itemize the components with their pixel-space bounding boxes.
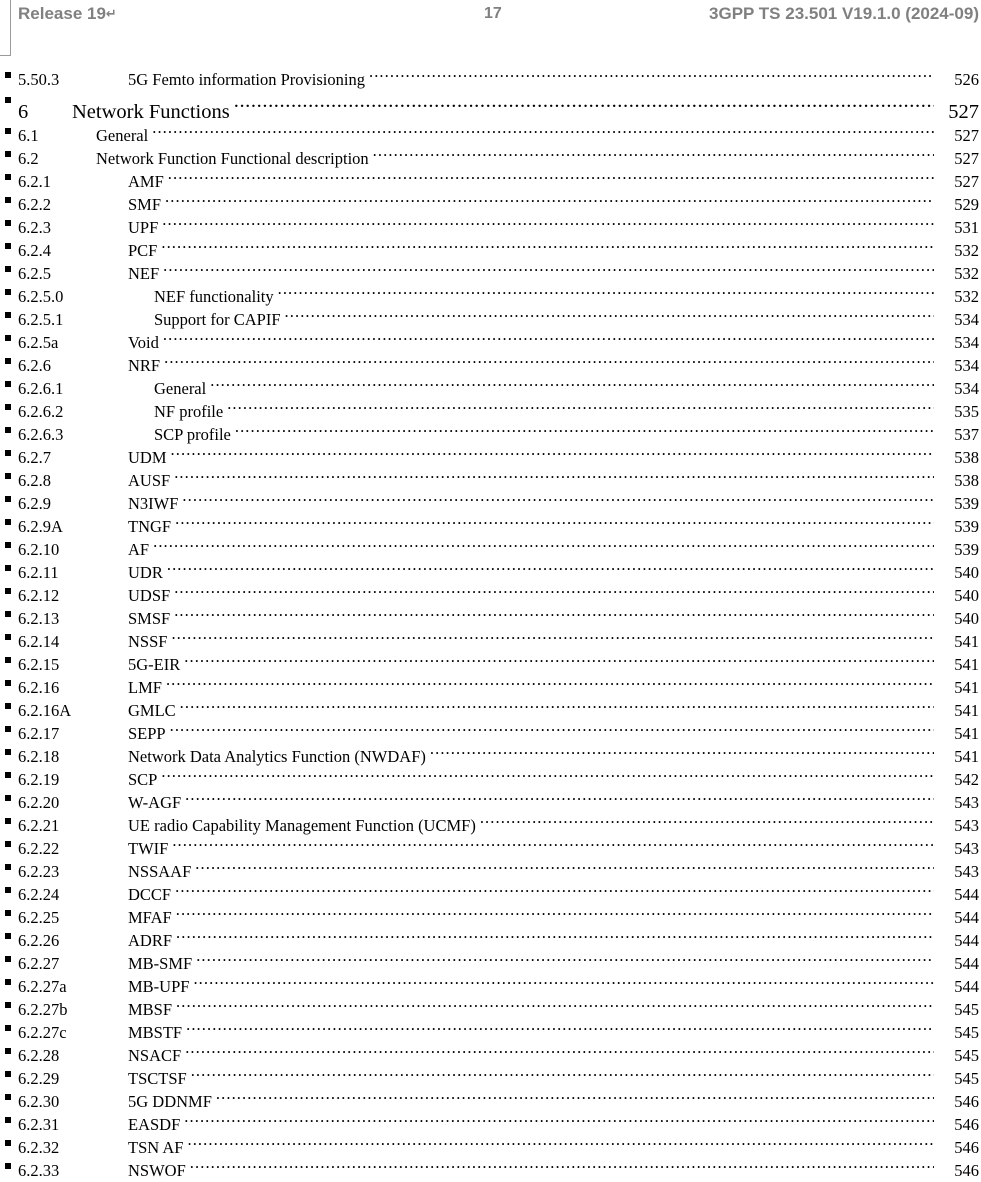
toc-entry[interactable]: [0, 923, 981, 950]
square-bullet-icon: [5, 726, 11, 732]
square-bullet-icon: [5, 588, 11, 594]
toc-entry[interactable]: [0, 302, 981, 329]
toc-entry[interactable]: [0, 1153, 981, 1180]
toc-entry-page[interactable]: 544: [954, 885, 979, 904]
toc-entry-page[interactable]: 541: [954, 747, 979, 766]
toc-entry-page[interactable]: 540: [954, 586, 979, 605]
toc-entry-number: 6.2.26: [18, 931, 60, 950]
toc-dot-leader: [278, 279, 934, 302]
toc-dot-leader: [176, 900, 934, 923]
toc-entry-page[interactable]: 545: [954, 1069, 979, 1088]
toc-entry-page[interactable]: 543: [954, 839, 979, 858]
square-bullet-icon: [5, 910, 11, 916]
square-bullet-icon: [5, 634, 11, 640]
toc-entry[interactable]: [0, 946, 981, 973]
toc-dot-leader: [164, 348, 934, 371]
toc-entry-page[interactable]: 541: [954, 632, 979, 651]
toc-entry-page[interactable]: 543: [954, 793, 979, 812]
toc-entry[interactable]: [0, 693, 981, 720]
toc-dot-leader: [175, 509, 934, 532]
toc-entry-title[interactable]: MBSF: [128, 1000, 173, 1019]
toc-dot-leader: [176, 992, 934, 1015]
toc-dot-leader: [161, 762, 934, 785]
toc-entry[interactable]: [0, 808, 981, 835]
toc-entry[interactable]: [0, 716, 981, 743]
toc-entry-title[interactable]: NSSAAF: [128, 862, 192, 881]
toc-entry-title[interactable]: Network Function Functional description: [96, 149, 369, 168]
toc-entry-page[interactable]: 545: [954, 1046, 979, 1065]
header-release-label: [18, 4, 117, 24]
toc-entry-title[interactable]: UDSF: [128, 586, 171, 605]
toc-dot-leader: [161, 233, 934, 256]
toc-dot-leader: [430, 739, 934, 762]
square-bullet-icon: [5, 933, 11, 939]
square-bullet-icon: [5, 818, 11, 824]
toc-entry-title[interactable]: UDR: [128, 563, 163, 582]
toc-entry-title[interactable]: N3IWF: [128, 494, 179, 513]
toc-entry-title[interactable]: UDM: [128, 448, 167, 467]
toc-entry-number: 6.2.14: [18, 632, 60, 651]
toc-entry-page[interactable]: 539: [954, 540, 979, 559]
square-bullet-icon: [5, 979, 11, 985]
toc-entry-number: 6.2.15: [18, 655, 60, 674]
square-bullet-icon: [5, 197, 11, 203]
toc-dot-leader: [165, 187, 934, 210]
toc-entry-number: 6.2.6.2: [18, 402, 64, 421]
square-bullet-icon: [5, 772, 11, 778]
toc-entry-number: 6.2.1: [18, 172, 51, 191]
toc-entry-number: 6.2.31: [18, 1115, 60, 1134]
toc-entry-number: 6.1: [18, 126, 39, 145]
toc-dot-leader: [170, 716, 934, 739]
square-bullet-icon: [5, 565, 11, 571]
square-bullet-icon: [5, 266, 11, 272]
toc-entry-number: 6.2.30: [18, 1092, 60, 1111]
square-bullet-icon: [5, 174, 11, 180]
square-bullet-icon: [5, 956, 11, 962]
toc-dot-leader: [175, 877, 934, 900]
toc-entry-page[interactable]: 527: [948, 101, 979, 123]
toc-dot-leader: [480, 808, 934, 831]
toc-dot-leader: [167, 555, 934, 578]
square-bullet-icon: [5, 1163, 11, 1169]
toc-entry-number: 6.2.3: [18, 218, 51, 237]
toc-entry[interactable]: [0, 371, 981, 398]
toc-dot-leader: [174, 578, 934, 601]
square-bullet-icon: [5, 864, 11, 870]
square-bullet-icon: [5, 358, 11, 364]
toc-entry-title[interactable]: SMF: [128, 195, 162, 214]
toc-dot-leader: [184, 647, 934, 670]
toc-entry[interactable]: [0, 647, 981, 674]
toc-entry-page[interactable]: 539: [954, 517, 979, 536]
square-bullet-icon: [5, 151, 11, 157]
square-bullet-icon: [5, 542, 11, 548]
toc-entry-page[interactable]: 527: [954, 149, 979, 168]
toc-entry-number: 5.50.3: [18, 70, 60, 89]
toc-dot-leader: [162, 210, 934, 233]
toc-entry-number: 6.2.24: [18, 885, 60, 904]
toc-entry-number: 6.2.13: [18, 609, 60, 628]
square-bullet-icon: [5, 1002, 11, 1008]
toc-entry-title[interactable]: Support for CAPIF: [154, 310, 281, 329]
toc-dot-leader: [195, 854, 934, 877]
header-release-text: Release 19: [18, 4, 106, 23]
toc-entry-title[interactable]: AMF: [128, 172, 164, 191]
toc-entry-title[interactable]: MB-UPF: [128, 977, 190, 996]
toc-entry[interactable]: [0, 854, 981, 881]
toc-dot-leader: [186, 1015, 934, 1038]
toc-entry-title[interactable]: 5G-EIR: [128, 655, 181, 674]
toc-entry-title[interactable]: MFAF: [128, 908, 172, 927]
toc-entry-title[interactable]: General: [96, 126, 149, 145]
toc-entry-title[interactable]: TSN AF: [128, 1138, 184, 1157]
toc-entry-number: 6.2.9: [18, 494, 51, 513]
toc-entry-number: 6.2.8: [18, 471, 51, 490]
square-bullet-icon: [5, 841, 11, 847]
toc-entry-title[interactable]: UPF: [128, 218, 159, 237]
toc-entry-title[interactable]: 5G DDNMF: [128, 1092, 212, 1111]
revision-change-bar: [10, 0, 11, 56]
toc-entry-number: 6.2.20: [18, 793, 60, 812]
toc-entry-page[interactable]: 545: [954, 1023, 979, 1042]
toc-entry-number: 6.2.9A: [18, 517, 63, 536]
square-bullet-icon: [5, 312, 11, 318]
toc-entry[interactable]: [0, 601, 981, 628]
toc-dot-leader: [235, 417, 934, 440]
toc-entry-page[interactable]: 541: [954, 655, 979, 674]
toc-entry-title[interactable]: DCCF: [128, 885, 172, 904]
toc-entry[interactable]: [0, 440, 981, 467]
square-bullet-icon: [5, 1071, 11, 1077]
toc-entry-title[interactable]: TSCTSF: [128, 1069, 187, 1088]
toc-entry[interactable]: [0, 509, 981, 536]
toc-dot-leader: [180, 693, 934, 716]
toc-entry[interactable]: [0, 279, 981, 306]
toc-entry-title[interactable]: NRF: [128, 356, 161, 375]
toc-entry[interactable]: [0, 785, 981, 812]
square-bullet-icon: [5, 1025, 11, 1031]
square-bullet-icon: [5, 749, 11, 755]
toc-entry[interactable]: [0, 555, 981, 582]
toc-dot-leader: [187, 1130, 934, 1153]
toc-entry-title[interactable]: NF profile: [154, 402, 224, 421]
toc-entry-title[interactable]: LMF: [128, 678, 162, 697]
toc-entry-title[interactable]: Network Functions: [72, 101, 230, 123]
toc-entry-number: 6.2.4: [18, 241, 51, 260]
square-bullet-icon: [5, 519, 11, 525]
toc-entry-number: 6.2.22: [18, 839, 60, 858]
toc-dot-leader: [163, 325, 934, 348]
toc-entry-page[interactable]: 543: [954, 862, 979, 881]
toc-entry-number: 6.2.18: [18, 747, 60, 766]
toc-entry-page[interactable]: 534: [954, 310, 979, 329]
toc-entry-page[interactable]: 546: [954, 1115, 979, 1134]
toc-entry[interactable]: [0, 831, 981, 858]
toc-dot-leader: [184, 1107, 934, 1130]
toc-entry-number: 6.2.10: [18, 540, 60, 559]
toc-entry-page[interactable]: 541: [954, 701, 979, 720]
square-bullet-icon: [5, 1117, 11, 1123]
toc-entry-number: 6.2.11: [18, 563, 59, 582]
toc-entry[interactable]: [0, 164, 981, 191]
toc-dot-leader: [210, 371, 934, 394]
square-bullet-icon: [5, 97, 11, 103]
toc-entry[interactable]: [0, 62, 981, 89]
square-bullet-icon: [5, 680, 11, 686]
toc-entry-number: 6.2.2: [18, 195, 51, 214]
toc-dot-leader: [373, 141, 934, 164]
toc-entry[interactable]: [0, 1084, 981, 1111]
toc-entry-number: 6.2.25: [18, 908, 60, 927]
toc-entry-title[interactable]: W-AGF: [128, 793, 182, 812]
toc-entry-page[interactable]: 540: [954, 609, 979, 628]
toc-dot-leader: [193, 969, 934, 992]
toc-entry-number: 6: [18, 101, 29, 123]
toc-entry-page[interactable]: 535: [954, 402, 979, 421]
toc-entry[interactable]: [0, 578, 981, 605]
toc-entry-title[interactable]: MB-SMF: [128, 954, 193, 973]
toc-entry[interactable]: [0, 210, 981, 237]
square-bullet-icon: [5, 404, 11, 410]
toc-dot-leader: [185, 1038, 934, 1061]
toc-entry-page[interactable]: 534: [954, 333, 979, 352]
toc-entry-page[interactable]: 538: [954, 471, 979, 490]
toc-entry-title[interactable]: General: [154, 379, 207, 398]
toc-entry-title[interactable]: GMLC: [128, 701, 176, 720]
toc-dot-leader: [369, 62, 934, 85]
toc-entry[interactable]: [0, 256, 981, 283]
toc-entry-page[interactable]: 527: [954, 172, 979, 191]
toc-entry[interactable]: [0, 969, 981, 996]
toc-entry-page[interactable]: 537: [954, 425, 979, 444]
toc-entry-page[interactable]: 531: [954, 218, 979, 237]
toc-dot-leader: [153, 532, 934, 555]
square-bullet-icon: [5, 220, 11, 226]
toc-entry[interactable]: [0, 141, 981, 168]
toc-entry-title[interactable]: AUSF: [128, 471, 171, 490]
toc-entry-page[interactable]: 544: [954, 954, 979, 973]
toc-entry-title[interactable]: PCF: [128, 241, 158, 260]
square-bullet-icon: [5, 450, 11, 456]
paragraph-mark-icon: ↵: [105, 6, 117, 21]
square-bullet-icon: [5, 473, 11, 479]
toc-entry-title[interactable]: SCP profile: [154, 425, 231, 444]
toc-entry-number: 6.2.6.3: [18, 425, 64, 444]
toc-entry[interactable]: [0, 877, 981, 904]
table-of-contents: [0, 62, 981, 1180]
square-bullet-icon: [5, 887, 11, 893]
toc-entry-title[interactable]: Void: [128, 333, 159, 352]
toc-entry-number: 6.2.16A: [18, 701, 72, 720]
toc-dot-leader: [190, 1153, 934, 1176]
toc-entry-number: 6.2.27a: [18, 977, 67, 996]
toc-dot-leader: [216, 1084, 934, 1107]
toc-dot-leader: [182, 486, 934, 509]
toc-dot-leader: [174, 463, 934, 486]
toc-entry[interactable]: [0, 463, 981, 490]
toc-entry-page[interactable]: 544: [954, 977, 979, 996]
toc-dot-leader: [191, 1061, 934, 1084]
header-spec-reference: 3GPP TS 23.501 V19.1.0 (2024-09): [709, 4, 979, 23]
toc-entry-page[interactable]: 546: [954, 1092, 979, 1111]
toc-entry-page[interactable]: 546: [954, 1138, 979, 1157]
toc-entry-number: 6.2.28: [18, 1046, 60, 1065]
square-bullet-icon: [5, 381, 11, 387]
toc-entry[interactable]: [0, 325, 981, 352]
toc-entry-title[interactable]: TNGF: [128, 517, 172, 536]
toc-entry[interactable]: [0, 118, 981, 145]
toc-entry-number: 6.2.27b: [18, 1000, 68, 1019]
toc-entry-title[interactable]: 5G Femto information Provisioning: [128, 70, 365, 89]
toc-entry-number: 6.2.27: [18, 954, 60, 973]
toc-entry-number: 6.2.33: [18, 1161, 60, 1180]
toc-entry-title[interactable]: NSSF: [128, 632, 168, 651]
toc-entry[interactable]: [0, 486, 981, 513]
toc-entry-number: 6.2.5: [18, 264, 51, 283]
toc-entry-page[interactable]: 546: [954, 1161, 979, 1180]
toc-entry-title[interactable]: SMSF: [128, 609, 171, 628]
toc-entry-page[interactable]: 534: [954, 356, 979, 375]
toc-entry-page[interactable]: 529: [954, 195, 979, 214]
square-bullet-icon: [5, 335, 11, 341]
toc-entry[interactable]: [0, 992, 981, 1019]
toc-entry-number: 6.2.16: [18, 678, 60, 697]
toc-entry[interactable]: [0, 233, 981, 260]
toc-dot-leader: [171, 624, 934, 647]
toc-entry[interactable]: [0, 394, 981, 421]
toc-entry-page[interactable]: 545: [954, 1000, 979, 1019]
toc-entry[interactable]: [0, 532, 981, 559]
toc-entry-number: 6.2.21: [18, 816, 60, 835]
toc-entry-page[interactable]: 538: [954, 448, 979, 467]
toc-entry[interactable]: [0, 417, 981, 444]
toc-entry[interactable]: [0, 1107, 981, 1134]
square-bullet-icon: [5, 795, 11, 801]
square-bullet-icon: [5, 1140, 11, 1146]
toc-dot-leader: [185, 785, 934, 808]
toc-entry-page[interactable]: 542: [954, 770, 979, 789]
toc-dot-leader: [176, 923, 934, 946]
toc-entry-page[interactable]: 534: [954, 379, 979, 398]
toc-entry-title[interactable]: Network Data Analytics Function (NWDAF): [128, 747, 426, 766]
toc-dot-leader: [163, 256, 934, 279]
toc-dot-leader: [171, 440, 934, 463]
toc-entry-title[interactable]: NSACF: [128, 1046, 182, 1065]
square-bullet-icon: [5, 611, 11, 617]
toc-entry-number: 6.2.5a: [18, 333, 59, 352]
toc-entry-number: 6.2.6.1: [18, 379, 64, 398]
toc-entry[interactable]: [0, 88, 981, 123]
toc-entry-title[interactable]: ADRF: [128, 931, 173, 950]
toc-entry-title[interactable]: SCP: [128, 770, 158, 789]
toc-entry[interactable]: [0, 187, 981, 214]
toc-dot-leader: [168, 164, 934, 187]
toc-dot-leader: [152, 118, 934, 141]
toc-entry-page[interactable]: 526: [954, 70, 979, 89]
toc-entry-number: 6.2.27c: [18, 1023, 67, 1042]
square-bullet-icon: [5, 427, 11, 433]
toc-entry[interactable]: [0, 900, 981, 927]
toc-entry-title[interactable]: TWIF: [128, 839, 169, 858]
toc-entry-number: 6.2.5.0: [18, 287, 64, 306]
toc-entry[interactable]: [0, 1130, 981, 1157]
toc-entry-number: 6.2.29: [18, 1069, 60, 1088]
toc-entry[interactable]: [0, 1038, 981, 1065]
square-bullet-icon: [5, 496, 11, 502]
toc-entry[interactable]: [0, 1061, 981, 1088]
toc-dot-leader: [285, 302, 934, 325]
square-bullet-icon: [5, 657, 11, 663]
toc-entry-title[interactable]: SEPP: [128, 724, 166, 743]
toc-entry[interactable]: [0, 624, 981, 651]
toc-entry-number: 6.2.7: [18, 448, 51, 467]
toc-entry[interactable]: [0, 739, 981, 766]
header-page-number: 17: [484, 5, 502, 22]
toc-entry-title[interactable]: NEF: [128, 264, 160, 283]
toc-entry-page[interactable]: 532: [954, 287, 979, 306]
square-bullet-icon: [5, 72, 11, 78]
toc-entry-page[interactable]: 527: [954, 126, 979, 145]
page-running-header: [0, 0, 981, 34]
toc-entry-page[interactable]: 544: [954, 908, 979, 927]
toc-entry-page[interactable]: 540: [954, 563, 979, 582]
toc-entry-number: 6.2: [18, 149, 39, 168]
toc-entry-page[interactable]: 539: [954, 494, 979, 513]
toc-entry-page[interactable]: 532: [954, 241, 979, 260]
toc-entry-number: 6.2.19: [18, 770, 60, 789]
toc-entry-page[interactable]: 532: [954, 264, 979, 283]
toc-entry-page[interactable]: 544: [954, 931, 979, 950]
toc-dot-leader: [196, 946, 934, 969]
toc-entry-page[interactable]: 541: [954, 724, 979, 743]
square-bullet-icon: [5, 703, 11, 709]
toc-entry-number: 6.2.32: [18, 1138, 60, 1157]
toc-dot-leader: [166, 670, 934, 693]
toc-entry-title[interactable]: UE radio Capability Management Function (UCMF): [128, 816, 476, 835]
revision-change-bar-foot: [0, 55, 11, 56]
toc-entry-page[interactable]: 541: [954, 678, 979, 697]
square-bullet-icon: [5, 289, 11, 295]
toc-entry-title[interactable]: MBSTF: [128, 1023, 183, 1042]
toc-dot-leader: [172, 831, 934, 854]
square-bullet-icon: [5, 243, 11, 249]
toc-entry[interactable]: [0, 670, 981, 697]
toc-entry-title[interactable]: EASDF: [128, 1115, 181, 1134]
square-bullet-icon: [5, 1094, 11, 1100]
toc-dot-leader: [174, 601, 934, 624]
square-bullet-icon: [5, 1048, 11, 1054]
toc-entry-page[interactable]: 543: [954, 816, 979, 835]
toc-entry-title[interactable]: NSWOF: [128, 1161, 186, 1180]
toc-entry[interactable]: [0, 762, 981, 789]
toc-entry-number: 6.2.5.1: [18, 310, 64, 329]
toc-entry-number: 6.2.17: [18, 724, 60, 743]
toc-entry-title[interactable]: NEF functionality: [154, 287, 274, 306]
toc-entry-number: 6.2.23: [18, 862, 60, 881]
toc-entry-number: 6.2.12: [18, 586, 60, 605]
toc-dot-leader: [227, 394, 934, 417]
toc-entry-number: 6.2.6: [18, 356, 51, 375]
toc-dot-leader: [234, 88, 934, 118]
toc-entry[interactable]: [0, 348, 981, 375]
toc-entry[interactable]: [0, 1015, 981, 1042]
square-bullet-icon: [5, 128, 11, 134]
toc-entry-title[interactable]: AF: [128, 540, 150, 559]
